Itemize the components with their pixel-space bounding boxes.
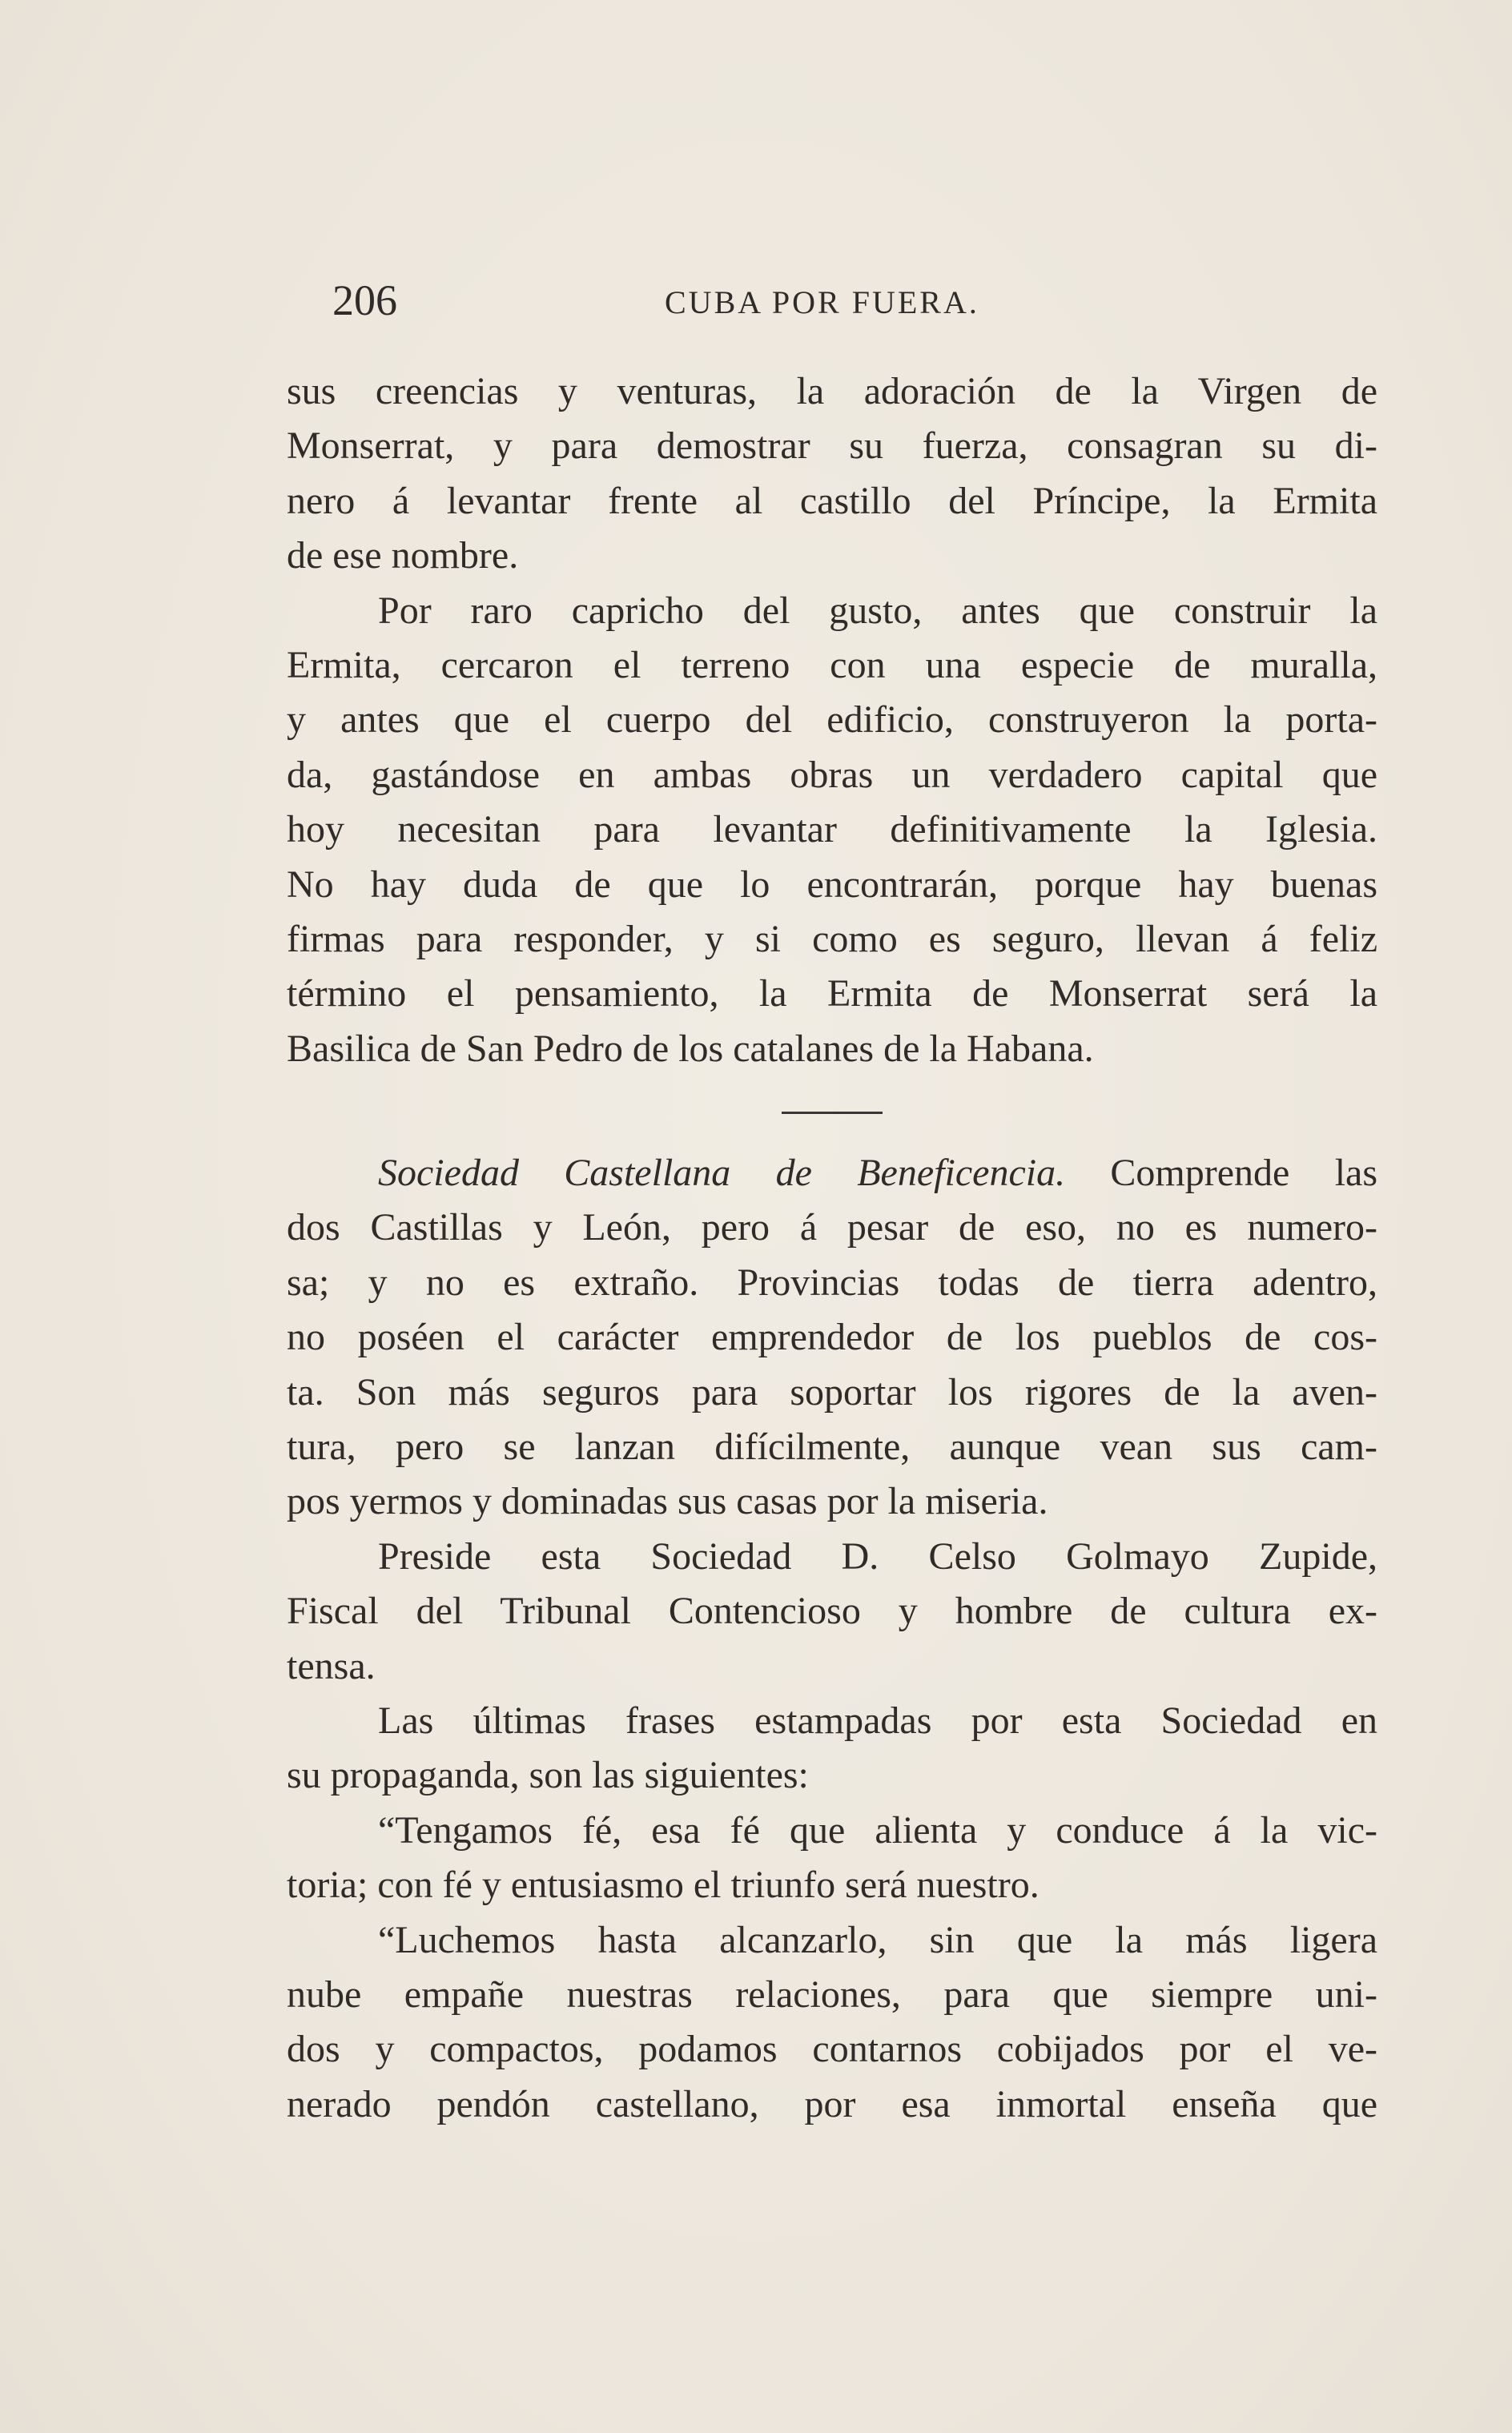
text-line: Preside esta Sociedad D. Celso Golmayo Zupide, bbox=[378, 1534, 1377, 1578]
text-line: hoy necesitan para levantar definitivamente la Iglesia. bbox=[287, 808, 1377, 851]
text-line: toria; con fé y entusiasmo el triunfo será nuestro. bbox=[287, 1864, 1040, 1907]
text-line: firmas para responder, y si como es seguro, llevan á feliz bbox=[287, 917, 1377, 960]
text-line bbox=[287, 1146, 1377, 1200]
text-line: tura, pero se lanzan difícilmente, aunque vean sus cam- bbox=[287, 1426, 1377, 1469]
page-header bbox=[332, 272, 1373, 328]
text-line: Fiscal del Tribunal Contencioso y hombre de cultura ex- bbox=[287, 1590, 1377, 1633]
text-line: Por raro capricho del gusto, antes que construir la bbox=[378, 589, 1377, 632]
paragraph bbox=[287, 1694, 1377, 1804]
paragraph bbox=[287, 1804, 1377, 1913]
text-line: sa; y no es extraño. Provincias todas de tierra adentro, bbox=[287, 1261, 1377, 1304]
text-line: No hay duda de que lo encontrarán, porque hay buenas bbox=[287, 863, 1377, 906]
text-line: Ermita, cercaron el terreno con una especie de muralla, bbox=[287, 643, 1377, 686]
text-line: nerado pendón castellano, por esa inmortal enseña que bbox=[287, 2082, 1377, 2125]
text-line: dos y compactos, podamos contarnos cobijados por el ve- bbox=[287, 2028, 1377, 2071]
text-line: nube empañe nuestras relaciones, para que siempre uni- bbox=[287, 1973, 1377, 2016]
paragraph bbox=[287, 584, 1377, 1077]
text-line: ta. Son más seguros para soportar los rigores de la aven- bbox=[287, 1370, 1377, 1414]
text-line: no poséen el carácter emprendedor de los pueblos de cos- bbox=[287, 1316, 1377, 1359]
paragraph bbox=[287, 1913, 1377, 2133]
text-line: tensa. bbox=[287, 1644, 376, 1687]
text-line: da, gastándose en ambas obras un verdadero capital que bbox=[287, 753, 1377, 796]
text-line: término el pensamiento, la Ermita de Monserrat será la bbox=[287, 972, 1377, 1015]
text-line: dos Castillas y León, pero á pesar de eso, no es numero- bbox=[287, 1206, 1377, 1249]
text-line: de ese nombre. bbox=[287, 534, 519, 577]
text-line: “Tengamos fé, esa fé que alienta y conduce á la vic- bbox=[378, 1808, 1377, 1852]
text-line: y antes que el cuerpo del edificio, construyeron la porta- bbox=[287, 698, 1377, 742]
text-line: Basilica de San Pedro de los catalanes de la Habana. bbox=[287, 1027, 1094, 1070]
page-number: 206 bbox=[332, 276, 397, 324]
text-fragment: Comprende las bbox=[1065, 1152, 1378, 1195]
section-title: Sociedad Castellana de Beneficencia. bbox=[378, 1152, 1066, 1195]
paragraph bbox=[287, 1530, 1377, 1694]
text-line: nero á levantar frente al castillo del Príncipe, la Ermita bbox=[287, 479, 1377, 522]
text-line: “Luchemos hasta alcanzarlo, sin que la más ligera bbox=[378, 1918, 1377, 1961]
text-line: su propaganda, son las siguientes: bbox=[287, 1754, 809, 1797]
paragraph bbox=[287, 1146, 1377, 1530]
text-line: Monserrat, y para demostrar su fuerza, consagran su di- bbox=[287, 424, 1377, 468]
text-line: sus creencias y venturas, la adoración de la Virgen de bbox=[287, 370, 1377, 412]
section-divider bbox=[782, 1112, 883, 1114]
text-line: Las últimas frases estampadas por esta Sociedad en bbox=[378, 1699, 1377, 1742]
running-head: CUBA POR FUERA. bbox=[665, 284, 979, 320]
paragraph bbox=[287, 364, 1377, 584]
body-text bbox=[287, 364, 1377, 2132]
text-line: pos yermos y dominadas sus casas por la miseria. bbox=[287, 1480, 1048, 1523]
